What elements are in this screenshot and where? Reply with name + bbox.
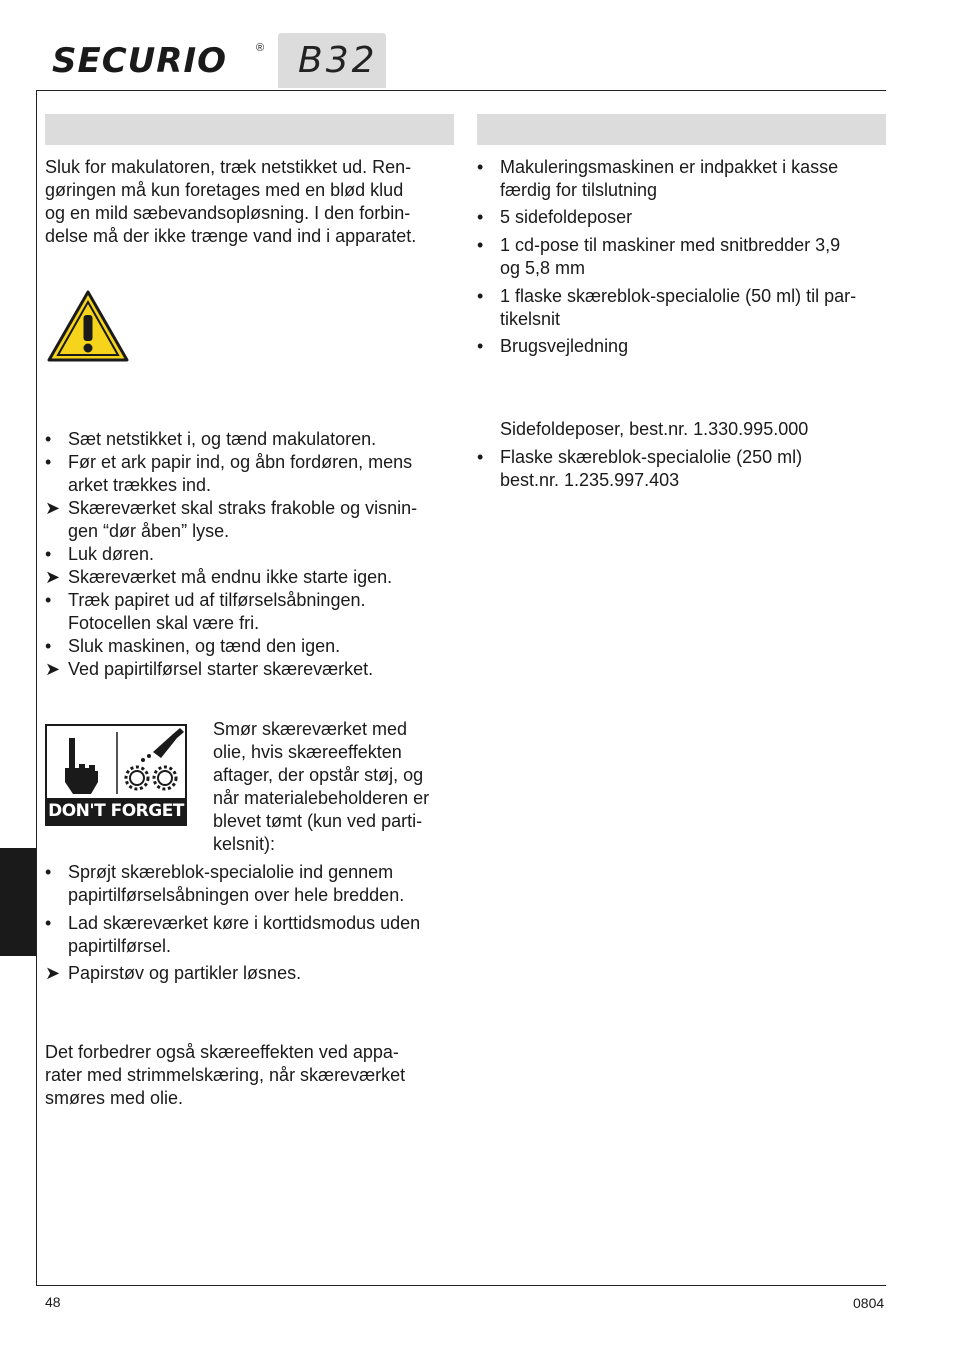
item-text: Lad skæreværket køre i korttidsmodus uden bbox=[68, 913, 421, 933]
text-line: smøres med olie. bbox=[45, 1088, 184, 1108]
arrow-marker: ➤ bbox=[45, 567, 61, 587]
text-line: gøringen må kun foretages med en blød klud bbox=[45, 180, 404, 200]
arrow-marker: ➤ bbox=[45, 498, 61, 518]
oil-intro-paragraph bbox=[213, 718, 458, 856]
list-item bbox=[45, 912, 455, 958]
arrow-marker: ➤ bbox=[45, 963, 61, 983]
dont-forget-pictogram bbox=[45, 724, 187, 826]
item-text: 1 flaske skæreblok-specialolie (50 ml) til par- bbox=[500, 286, 857, 306]
bullet-marker: • bbox=[45, 452, 52, 472]
item-text: gen “dør åben” lyse. bbox=[68, 521, 230, 541]
item-text: færdig for tilslutning bbox=[500, 180, 658, 200]
brand-logo: SECURIO bbox=[52, 41, 228, 81]
item-text: Papirstøv og partikler løsnes. bbox=[68, 963, 302, 983]
bullet-marker: • bbox=[477, 235, 484, 255]
list-item bbox=[45, 589, 455, 635]
bullet-marker: • bbox=[45, 590, 52, 610]
strip-cut-paragraph bbox=[45, 1041, 455, 1110]
document-code: 0804 bbox=[853, 1295, 885, 1311]
item-text: papirtilførsel. bbox=[68, 936, 172, 956]
item-text: Luk døren. bbox=[68, 544, 155, 564]
bullet-marker: • bbox=[45, 544, 52, 564]
bullet-marker: • bbox=[477, 157, 484, 177]
item-text: best.nr. 1.235.997.403 bbox=[500, 470, 680, 490]
text-line: delse må der ikke trænge vand ind i apparatet. bbox=[45, 226, 417, 246]
page-number: 48 bbox=[45, 1294, 61, 1310]
list-item bbox=[477, 156, 887, 202]
text-line: Smør skæreværket med bbox=[213, 719, 408, 739]
text-line: når materialebeholderen er bbox=[213, 788, 430, 808]
bullet-marker: • bbox=[477, 207, 484, 227]
item-text: tikelsnit bbox=[500, 309, 561, 329]
bullet-marker: • bbox=[45, 862, 52, 882]
list-item bbox=[45, 658, 455, 681]
list-item bbox=[45, 543, 455, 566]
list-item bbox=[45, 861, 455, 907]
text-line: Sluk for makulatoren, træk netstikket ud. Ren- bbox=[45, 157, 412, 177]
list-item bbox=[45, 497, 455, 543]
list-item bbox=[45, 962, 455, 985]
frame-top-rule bbox=[36, 90, 886, 91]
item-text: Sæt netstikket i, og tænd makulatoren. bbox=[68, 429, 377, 449]
bullet-marker: • bbox=[45, 913, 52, 933]
item-text: Sprøjt skæreblok-specialolie ind gennem bbox=[68, 862, 394, 882]
accessory-line: Sidefoldeposer, best.nr. 1.330.995.000 bbox=[500, 419, 809, 439]
list-item bbox=[45, 451, 455, 497]
text-line: aftager, der opstår støj, og bbox=[213, 765, 424, 785]
item-text: Træk papiret ud af tilførselsåbningen. bbox=[68, 590, 366, 610]
item-text: Sluk maskinen, og tænd den igen. bbox=[68, 636, 341, 656]
bullet-marker: • bbox=[477, 447, 484, 467]
item-text: Ved papirtilførsel starter skæreværket. bbox=[68, 659, 374, 679]
list-item bbox=[477, 446, 887, 492]
text-line: kelsnit): bbox=[213, 834, 276, 854]
chapter-tab bbox=[0, 848, 36, 956]
item-text: Skæreværket skal straks frakoble og visnin- bbox=[68, 498, 418, 518]
list-item bbox=[45, 635, 455, 658]
registered-mark: ® bbox=[256, 42, 265, 54]
item-text: papirtilførselsåbningen over hele bredden. bbox=[68, 885, 405, 905]
list-item bbox=[477, 285, 887, 331]
item-text: Før et ark papir ind, og åbn fordøren, mens bbox=[68, 452, 413, 472]
list-item bbox=[477, 335, 887, 358]
bullet-marker: • bbox=[477, 286, 484, 306]
section-header-bar-right bbox=[477, 114, 886, 145]
arrow-marker: ➤ bbox=[45, 659, 61, 679]
list-item bbox=[45, 428, 455, 451]
cleaning-paragraph bbox=[45, 156, 455, 248]
item-text: Makuleringsmaskinen er indpakket i kasse bbox=[500, 157, 839, 177]
dont-forget-label: DON'T FORGET bbox=[48, 801, 184, 821]
text-line: og en mild sæbevandsopløsning. I den forbin- bbox=[45, 203, 411, 223]
item-text: arket trækkes ind. bbox=[68, 475, 212, 495]
text-line: Det forbedrer også skæreeffekten ved appa- bbox=[45, 1042, 399, 1062]
bullet-marker: • bbox=[477, 336, 484, 356]
list-item bbox=[477, 234, 887, 280]
frame-bottom-rule bbox=[36, 1285, 886, 1286]
text-line: olie, hvis skæreeffekten bbox=[213, 742, 402, 762]
frame-left-rule bbox=[36, 90, 37, 1286]
item-text: 5 sidefoldeposer bbox=[500, 207, 633, 227]
item-text: og 5,8 mm bbox=[500, 258, 586, 278]
bullet-marker: • bbox=[45, 636, 52, 656]
item-text: Brugsvejledning bbox=[500, 336, 629, 356]
section-header-bar-left bbox=[45, 114, 454, 145]
bullet-marker: • bbox=[45, 429, 52, 449]
warning-icon bbox=[46, 289, 130, 363]
list-item bbox=[45, 566, 455, 589]
item-text: 1 cd-pose til maskiner med snitbredder 3,9 bbox=[500, 235, 841, 255]
text-line: rater med strimmelskæring, når skæreværket bbox=[45, 1065, 406, 1085]
item-text: Flaske skæreblok-specialolie (250 ml) bbox=[500, 447, 803, 467]
model-label: B32 bbox=[298, 40, 378, 81]
item-text: Skæreværket må endnu ikke starte igen. bbox=[68, 567, 393, 587]
list-item bbox=[477, 206, 887, 229]
item-text: Fotocellen skal være fri. bbox=[68, 613, 260, 633]
text-line: blevet tømt (kun ved parti- bbox=[213, 811, 423, 831]
